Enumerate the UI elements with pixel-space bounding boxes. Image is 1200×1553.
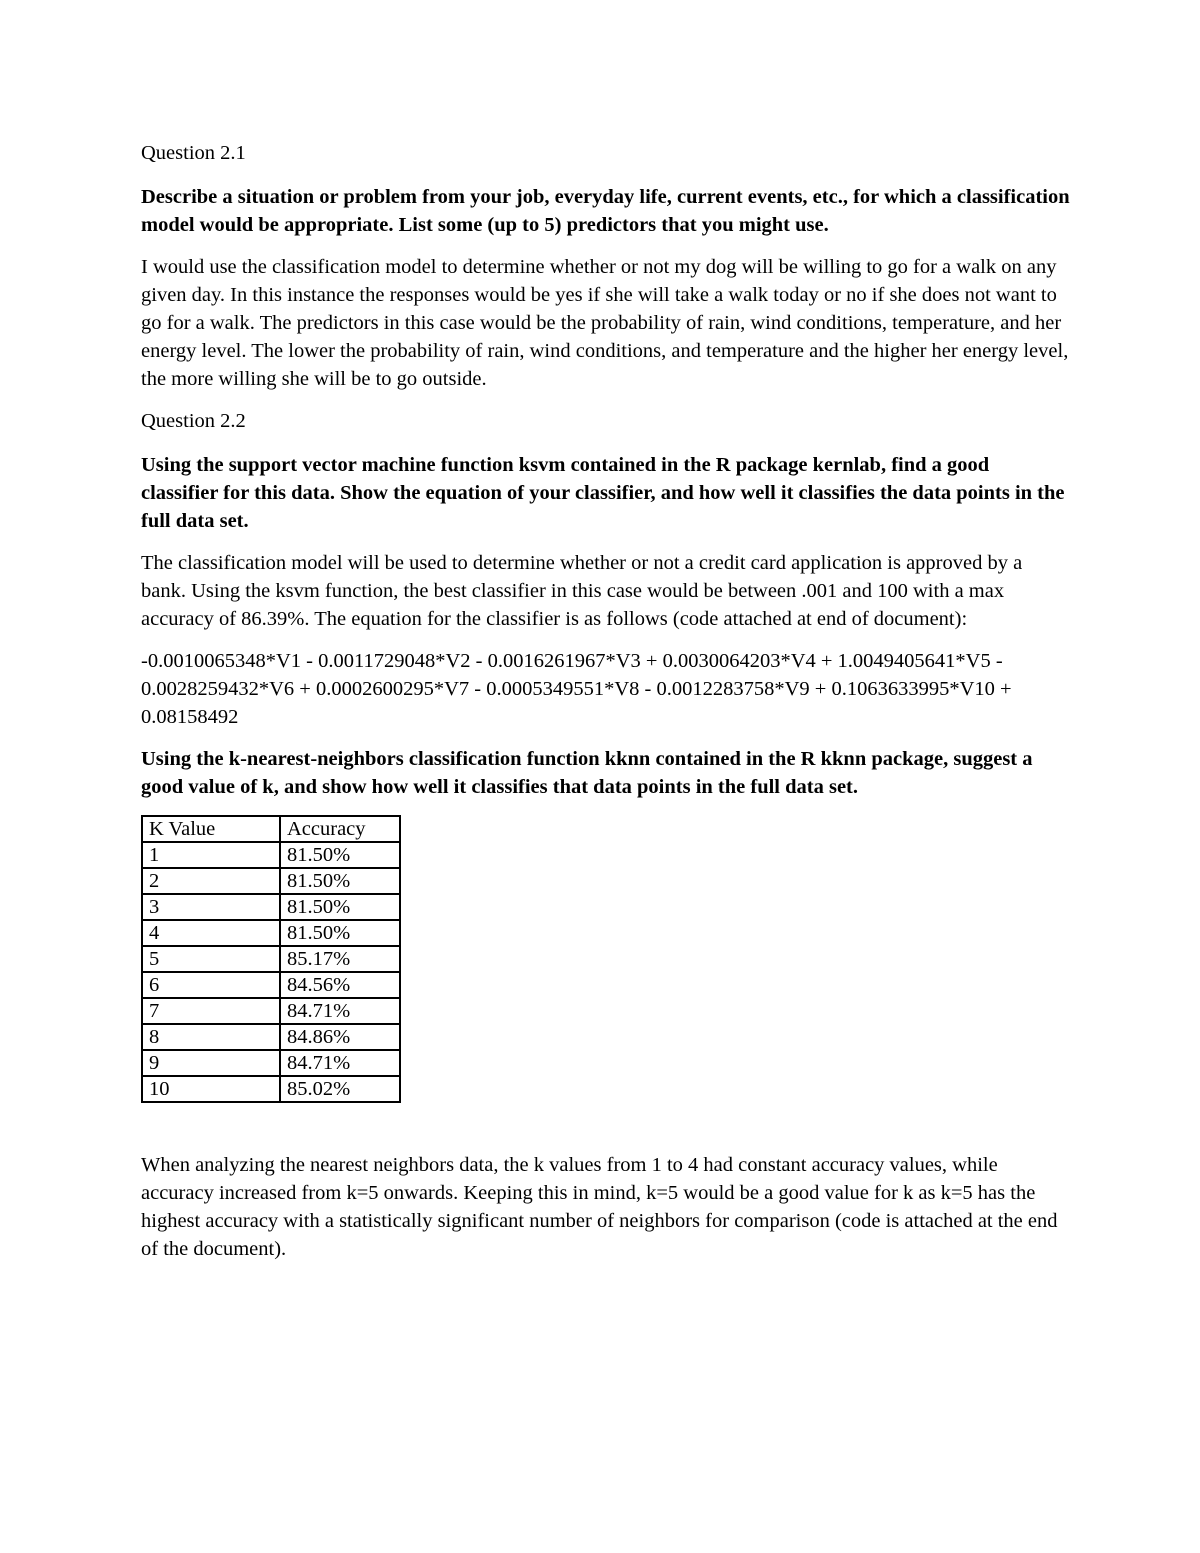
table-row <box>142 920 400 946</box>
cell-k-value: 5 <box>142 946 280 972</box>
table-row <box>142 842 400 868</box>
table-row <box>142 1076 400 1102</box>
question-2-1-heading: Question 2.1 <box>141 142 246 164</box>
cell-accuracy: 81.50% <box>280 868 400 894</box>
cell-accuracy: 84.56% <box>280 972 400 998</box>
question-2-2-heading: Question 2.2 <box>141 410 246 432</box>
header-accuracy: Accuracy <box>280 816 400 842</box>
table-body <box>142 842 400 1102</box>
table-header-row <box>142 816 400 842</box>
question-2-1-answer: I would use the classification model to determine whether or not my dog will be willing to go for a walk on any given day. In this instance the responses would be yes if she will take a walk today or no if she does not want to go for a walk. The predictors in this case would be the probability of rain, wind conditions, temperature, and her energy level. The lower the probability of rain, wind conditions, and temperature and the higher her energy level, the more willing she will be to go outside. <box>141 256 1069 390</box>
cell-k-value: 3 <box>142 894 280 920</box>
knn-conclusion: When analyzing the nearest neighbors data, the k values from 1 to 4 had constant accuracy values, while accuracy increased from k=5 onwards. Keeping this in mind, k=5 would be a good value for k as k=5 has the highest accuracy with a statistically significant number of neighbors for comparison (code is attached at the end of the document). <box>141 1154 1058 1260</box>
cell-k-value: 4 <box>142 920 280 946</box>
svm-answer: The classification model will be used to determine whether or not a credit card application is approved by a bank. Using the ksvm function, the best classifier in this case would be between .001 and 100 with a max accuracy of 86.39%. The equation for the classifier is as follows (code attached at end of document): <box>141 552 1023 630</box>
table-row <box>142 1024 400 1050</box>
cell-k-value: 1 <box>142 842 280 868</box>
cell-accuracy: 85.17% <box>280 946 400 972</box>
table-row <box>142 868 400 894</box>
cell-accuracy: 85.02% <box>280 1076 400 1102</box>
cell-k-value: 7 <box>142 998 280 1024</box>
knn-accuracy-table <box>141 815 401 1103</box>
cell-accuracy: 81.50% <box>280 920 400 946</box>
header-k-value: K Value <box>142 816 280 842</box>
question-2-1-prompt: Describe a situation or problem from your job, everyday life, current events, etc., for which a classification model would be appropriate. List some (up to 5) predictors that you might use. <box>141 186 1070 236</box>
knn-prompt: Using the k-nearest-neighbors classification function kknn contained in the R kknn package, suggest a good value of k, and show how well it classifies that data points in the full data set. <box>141 748 1033 798</box>
cell-k-value: 6 <box>142 972 280 998</box>
cell-k-value: 2 <box>142 868 280 894</box>
cell-accuracy: 84.71% <box>280 1050 400 1076</box>
classifier-equation: -0.0010065348*V1 - 0.0011729048*V2 - 0.0016261967*V3 + 0.0030064203*V4 + 1.0049405641*V5 - 0.0028259432*V6 + 0.0002600295*V7 - 0.0005349551*V8 - 0.0012283758*V9 + 0.1063633995*V10 + 0.08158492 <box>141 650 1012 728</box>
question-2-2-prompt: Using the support vector machine function ksvm contained in the R package kernlab, find a good classifier for this data. Show the equation of your classifier, and how well it classifies the data points in the full data set. <box>141 454 1065 532</box>
table-row <box>142 894 400 920</box>
cell-k-value: 8 <box>142 1024 280 1050</box>
cell-accuracy: 84.86% <box>280 1024 400 1050</box>
cell-k-value: 9 <box>142 1050 280 1076</box>
table-row <box>142 998 400 1024</box>
table-row <box>142 1050 400 1076</box>
cell-k-value: 10 <box>142 1076 280 1102</box>
table-row <box>142 946 400 972</box>
cell-accuracy: 81.50% <box>280 842 400 868</box>
document-page <box>141 139 1071 1277</box>
cell-accuracy: 84.71% <box>280 998 400 1024</box>
table-row <box>142 972 400 998</box>
cell-accuracy: 81.50% <box>280 894 400 920</box>
